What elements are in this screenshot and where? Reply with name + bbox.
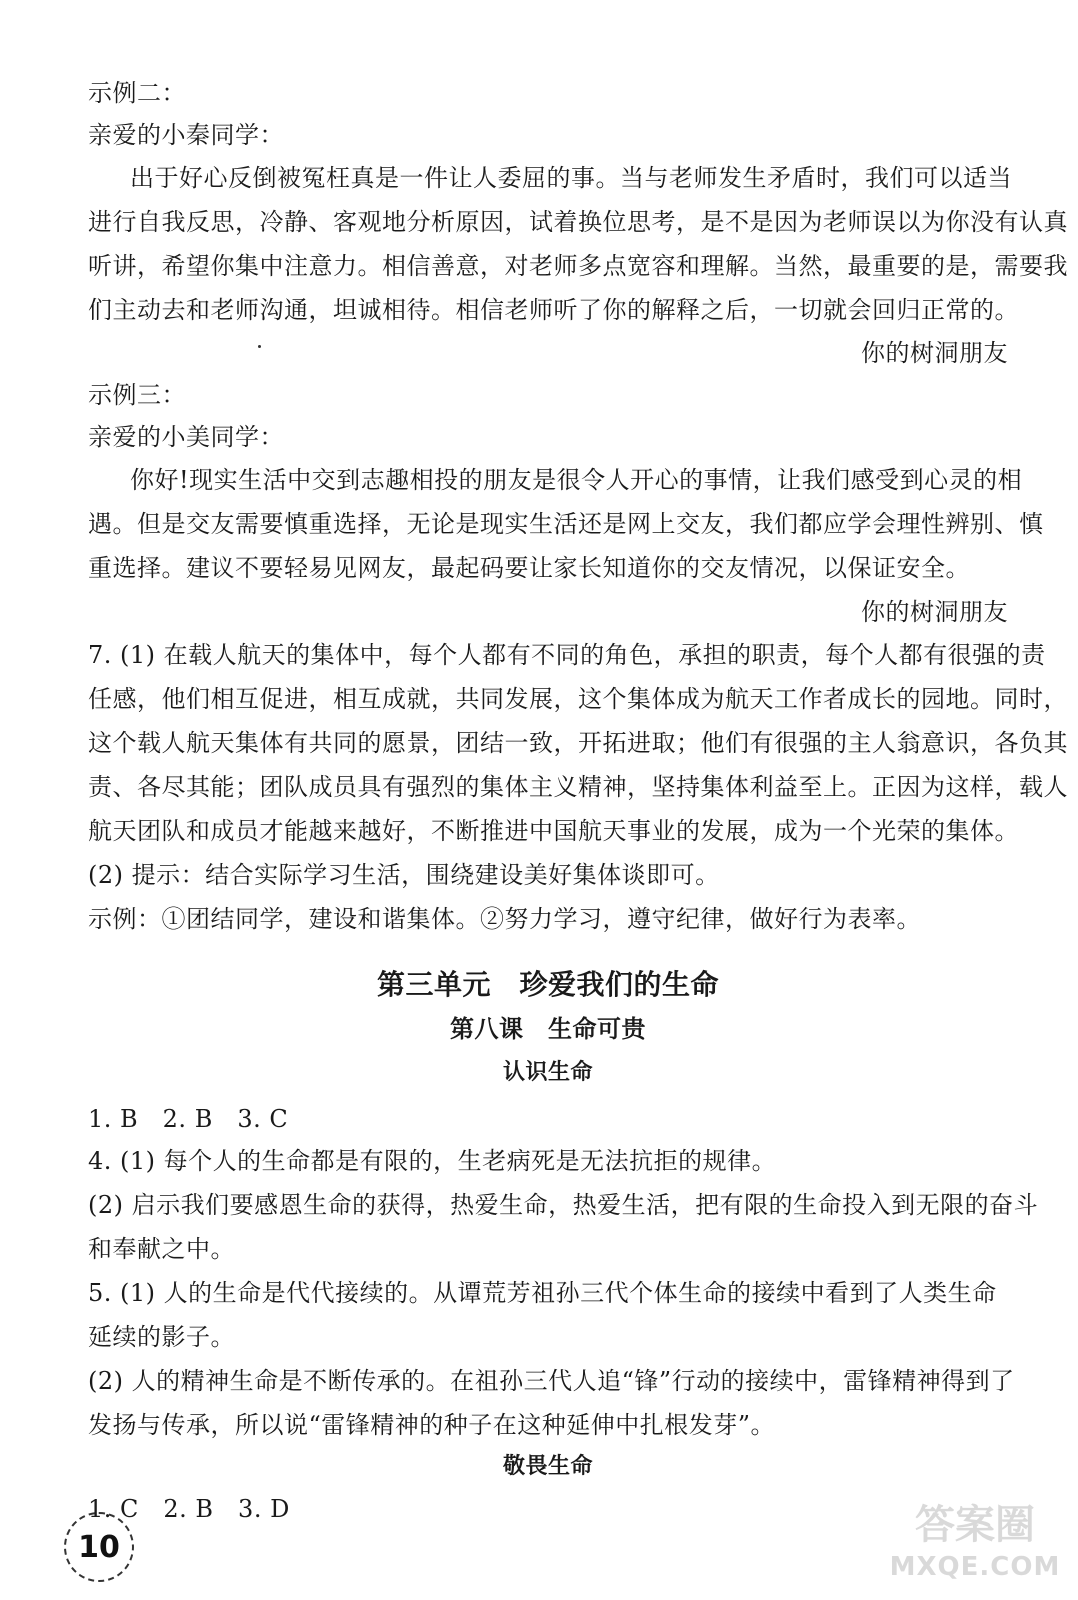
q7-line-6: (2) 提示：结合实际学习生活，围绕建设美好集体谈即可。 (88, 861, 720, 889)
watermark-sub: MXQE.COM (889, 1552, 1061, 1582)
watermark (880, 1500, 1070, 1590)
s1-line-5: 5. (1) 人的生命是代代接续的。从谭荒芳祖孙三代个体生命的接续中看到了人类生命 (88, 1279, 997, 1307)
q7-line-2: 任感，他们相互促进，相互成就，共同发展，这个集体成为航天工作者成长的园地。同时， (88, 685, 1068, 713)
watermark-main: 答案圈 (915, 1502, 1035, 1548)
s1-line-1: 1. B 2. B 3. C (88, 1105, 289, 1133)
q7-line-1: 7. (1) 在载人航天的集体中，每个人都有不同的角色，承担的职责，每个人都有很强的责 (88, 641, 1046, 669)
q7-line-7: 示例：①团结同学，建设和谐集体。②努力学习，遵守纪律，做好行为表率。 (88, 905, 921, 933)
example3-signature: 你的树洞朋友 (861, 598, 1008, 626)
example3-heading: 示例三： (88, 381, 186, 409)
s1-line-8: 发扬与传承，所以说“雷锋精神的种子在这种延伸中扎根发芽”。 (88, 1411, 776, 1439)
lesson-title: 第八课 生命可贵 (450, 1015, 646, 1043)
example2-line-2: 进行自我反思，冷静、客观地分析原因，试着换位思考，是不是因为老师误以为你没有认真 (88, 208, 1068, 236)
section-title-2: 敬畏生命 (502, 1454, 593, 1479)
q7-line-4: 责、各尽其能；团队成员具有强烈的集体主义精神，坚持集体利益至上。正因为这样，载人 (88, 773, 1068, 801)
example2-heading: 示例二： (88, 79, 186, 107)
q7-line-5: 航天团队和成员才能越来越好，不断推进中国航天事业的发展，成为一个光荣的集体。 (88, 817, 1019, 845)
s1-line-2: 4. (1) 每个人的生命都是有限的，生老病死是无法抗拒的规律。 (88, 1147, 777, 1175)
section-title-1: 认识生命 (502, 1060, 593, 1085)
s2-line-1: 1. C 2. B 3. D (88, 1495, 290, 1523)
example2-line-1: 出于好心反倒被冤枉真是一件让人委屈的事。当与老师发生矛盾时，我们可以适当 (130, 164, 1012, 192)
example3-line-3: 重选择。建议不要轻易见网友，最起码要让家长知道你的交友情况，以保证安全。 (88, 554, 970, 582)
page-number: 10 (64, 1512, 134, 1582)
example3-greeting: 亲爱的小美同学： (88, 423, 284, 451)
example3-line-2: 遇。但是交友需要慎重选择，无论是现实生活还是网上交友，我们都应学会理性辨别、慎 (88, 510, 1044, 538)
example2-line-4: 们主动去和老师沟通，坦诚相待。相信老师听了你的解释之后，一切就会回归正常的。 (88, 296, 1019, 324)
unit-title: 第三单元 珍爱我们的生命 (376, 968, 719, 1001)
s1-line-6: 延续的影子。 (88, 1323, 235, 1351)
stray-dot (258, 345, 261, 348)
example2-line-3: 听讲，希望你集中注意力。相信善意，对老师多点宽容和理解。当然，最重要的是，需要我 (88, 252, 1068, 280)
s1-line-4: 和奉献之中。 (88, 1235, 235, 1263)
s1-line-7: (2) 人的精神生命是不断传承的。在祖孙三代人追“锋”行动的接续中，雷锋精神得到了 (88, 1367, 1015, 1395)
s1-line-3: (2) 启示我们要感恩生命的获得，热爱生命，热爱生活，把有限的生命投入到无限的奋斗 (88, 1191, 1039, 1219)
example3-line-1: 你好!现实生活中交到志趣相投的朋友是很令人开心的事情，让我们感受到心灵的相 (130, 466, 1023, 494)
example2-greeting: 亲爱的小秦同学： (88, 121, 284, 149)
q7-line-3: 这个载人航天集体有共同的愿景，团结一致，开拓进取；他们有很强的主人翁意识，各负其 (88, 729, 1068, 757)
example2-signature: 你的树洞朋友 (861, 339, 1008, 367)
